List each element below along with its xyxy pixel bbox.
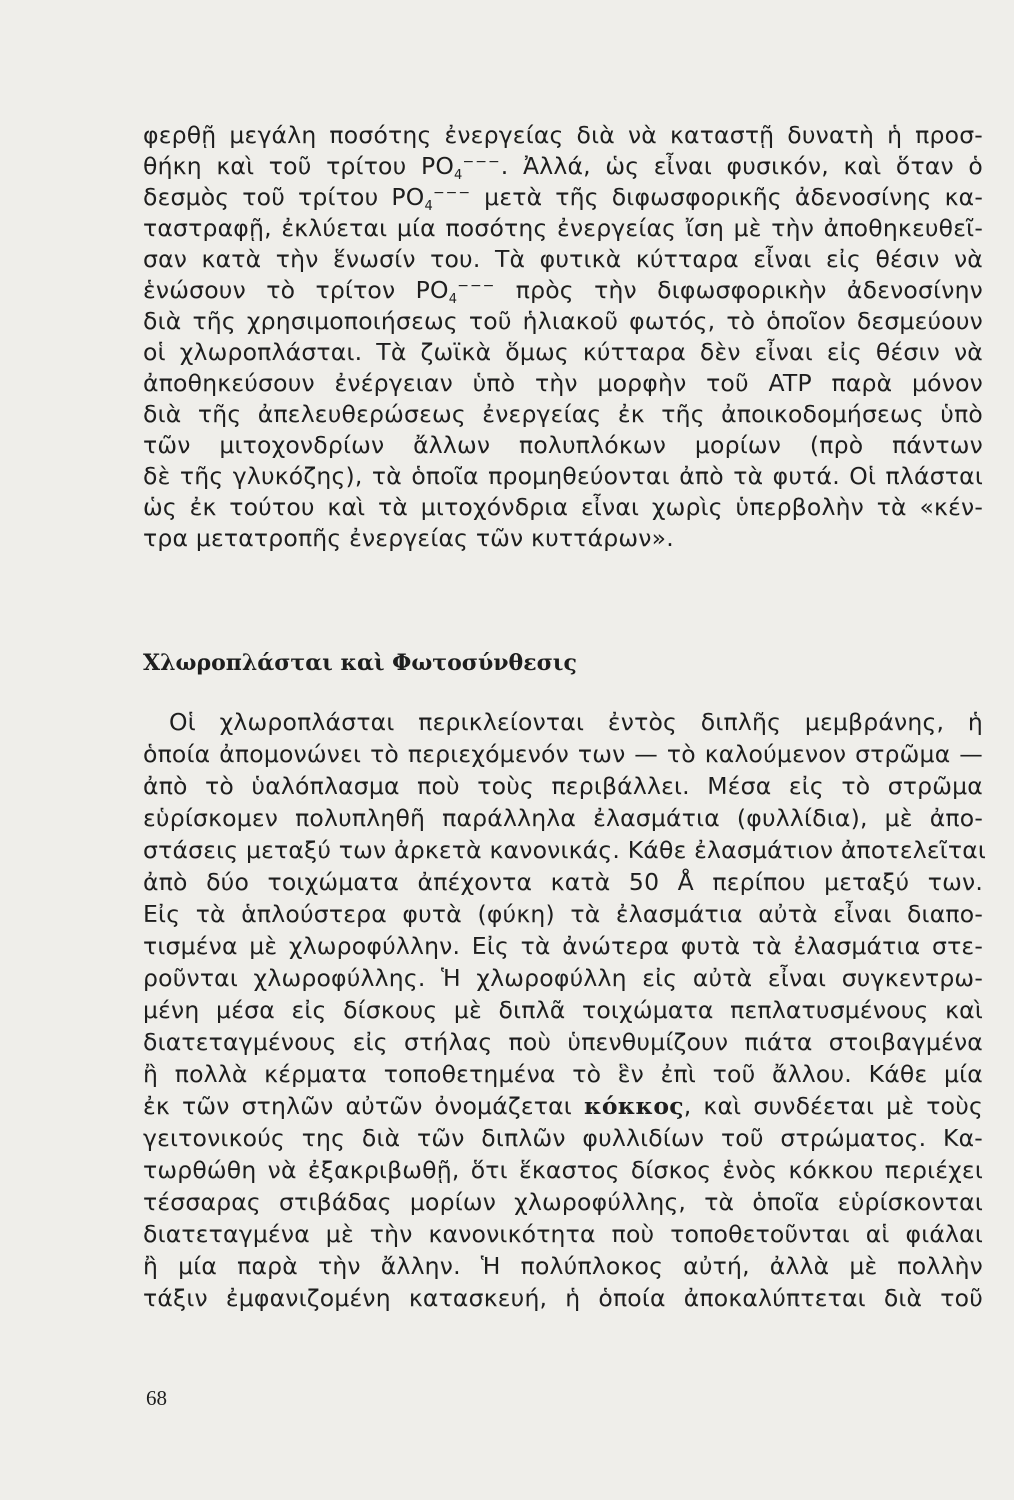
text-line: ἑνώσουν τὸ τρίτον $PO_4^{---}$ πρὸς τὴν διφωσφορικὴν ἀδενοσίνην bbox=[143, 276, 983, 307]
text-line: διατεταγμένα μὲ τὴν κανονικότητα ποὺ τοποθετοῦνται αἱ φιάλαι bbox=[143, 1220, 983, 1248]
emphasized-term: κόκκος bbox=[584, 1092, 684, 1120]
text-line: διὰ τῆς χρησιμοποιήσεως τοῦ ἡλιακοῦ φωτός, τὸ ὁποῖον δεσμεύουν bbox=[143, 307, 983, 335]
text-line: τέσσαρας στιβάδας μορίων χλωροφύλλης, τὰ ὁποῖα εὑρίσκονται bbox=[143, 1188, 983, 1216]
text-line: τισμένα μὲ χλωροφύλλην. Εἰς τὰ ἀνώτερα φυτὰ τὰ ἐλασμάτια στε- bbox=[143, 932, 983, 960]
page-number: 68 bbox=[146, 1386, 167, 1410]
text-line: ἀποθηκεύσουν ἐνέργειαν ὑπὸ τὴν μορφὴν τοῦ ATP παρὰ μόνον bbox=[143, 369, 983, 397]
text-line: δεσμὸς τοῦ τρίτου $PO_4^{---}$ μετὰ τῆς διφωσφορικῆς ἀδενοσίνης κα- bbox=[143, 183, 983, 214]
text-line: διὰ τῆς ἀπελευθερώσεως ἐνεργείας ἐκ τῆς ἀποικοδομήσεως ὑπὸ bbox=[143, 400, 983, 428]
text-line: οἱ χλωροπλάσται. Τὰ ζωϊκὰ ὅμως κύτταρα δὲν εἶναι εἰς θέσιν νὰ bbox=[143, 338, 983, 366]
text-line: ἀπὸ δύο τοιχώματα ἀπέχοντα κατὰ 50 Å περίπου μεταξύ των. bbox=[143, 868, 983, 896]
text-line: τωρθώθη νὰ ἐξακριβωθῇ, ὅτι ἕκαστος δίσκος ἑνὸς κόκκου περιέχει bbox=[143, 1156, 983, 1184]
text-line: ροῦνται χλωροφύλλης. Ἡ χλωροφύλλη εἰς αὐτὰ εἶναι συγκεντρω- bbox=[143, 964, 983, 992]
text-line: σαν κατὰ τὴν ἕνωσίν του. Τὰ φυτικὰ κύτταρα εἶναι εἰς θέσιν νὰ bbox=[143, 245, 983, 273]
text-line: διατεταγμένους εἰς στήλας ποὺ ὑπενθυμίζουν πιάτα στοιβαγμένα bbox=[143, 1028, 983, 1056]
text-line: ὡς ἐκ τούτου καὶ τὰ μιτοχόνδρια εἶναι χωρὶς ὑπερβολὴν τὰ «κέν- bbox=[143, 493, 983, 521]
paragraph-2 bbox=[143, 707, 987, 1312]
text-line: ἐκ τῶν στηλῶν αὐτῶν ὀνομάζεται κόκκος, καὶ συνδέεται μὲ τοὺς bbox=[143, 1092, 983, 1120]
text-line: ὁποία ἀπομονώνει τὸ περιεχόμενόν των — τὸ καλούμενον στρῶμα — bbox=[143, 740, 983, 768]
section-heading: Χλωροπλάσται καὶ Φωτοσύνθεσις bbox=[143, 650, 577, 676]
text-line: ταστραφῇ, ἐκλύεται μία ποσότης ἐνεργείας ἴση μὲ τὴν ἀποθηκευθεῖ- bbox=[143, 214, 983, 242]
text-line: εὑρίσκομεν πολυπληθῆ παράλληλα ἐλασμάτια (φυλλίδια), μὲ ἀπο- bbox=[143, 804, 983, 832]
text-line: τρα μετατροπῆς ἐνεργείας τῶν κυττάρων». bbox=[143, 524, 674, 552]
text-line: ἀπὸ τὸ ὑαλόπλασμα ποὺ τοὺς περιβάλλει. Μέσα εἰς τὸ στρῶμα bbox=[143, 772, 983, 800]
text-line: τάξιν ἐμφανιζομένη κατασκευή, ἡ ὁποία ἀποκαλύπτεται διὰ τοῦ bbox=[143, 1284, 983, 1312]
text-line: ἢ μία παρὰ τὴν ἄλλην. Ἡ πολύπλοκος αὐτή, ἀλλὰ μὲ πολλὴν bbox=[143, 1252, 983, 1280]
text-line: γειτονικούς της διὰ τῶν διπλῶν φυλλιδίων τοῦ στρώματος. Κα- bbox=[143, 1124, 983, 1152]
paragraph-1 bbox=[143, 120, 983, 570]
text-line: Εἰς τὰ ἁπλούστερα φυτὰ (φύκη) τὰ ἐλασμάτια αὐτὰ εἶναι διαπο- bbox=[143, 900, 983, 928]
text-line: δὲ τῆς γλυκόζης), τὰ ὁποῖα προμηθεύονται ἀπὸ τὰ φυτά. Οἱ πλάσται bbox=[143, 462, 983, 490]
text-line: ἢ πολλὰ κέρματα τοποθετημένα τὸ ἓν ἐπὶ τοῦ ἄλλου. Κάθε μία bbox=[143, 1060, 983, 1088]
text-line: μένη μέσα εἰς δίσκους μὲ διπλᾶ τοιχώματα πεπλατυσμένους καὶ bbox=[143, 996, 983, 1024]
text-line: στάσεις μεταξύ των ἀρκετὰ κανονικάς. Κάθε ἐλασμάτιον ἀποτελεῖται bbox=[143, 836, 987, 864]
text-line: τῶν μιτοχονδρίων ἄλλων πολυπλόκων μορίων (πρὸ πάντων bbox=[143, 431, 983, 459]
text-line: φερθῇ μεγάλη ποσότης ἐνεργείας διὰ νὰ καταστῇ δυνατὴ ἡ προσ- bbox=[143, 121, 983, 149]
text-line: Οἱ χλωροπλάσται περικλείονται ἐντὸς διπλῆς μεμβράνης, ἡ bbox=[169, 708, 983, 736]
text-line: θήκη καὶ τοῦ τρίτου $PO_4^{---}$. Ἀλλά, ὡς εἶναι φυσικόν, καὶ ὅταν ὁ bbox=[143, 152, 983, 183]
